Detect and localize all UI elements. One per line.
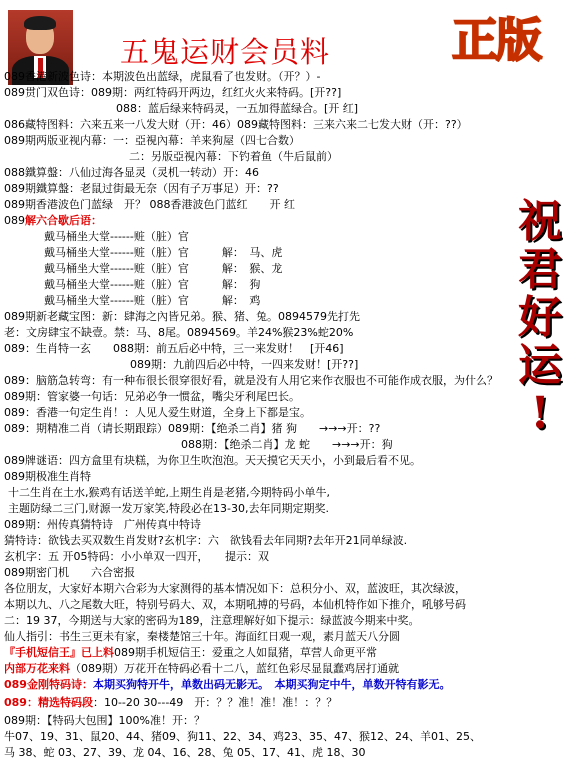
vertical-slogan [510, 198, 570, 438]
text-line [8, 502, 329, 515]
text-line [4, 166, 259, 179]
text-segment: 089：香港一句定生肖！：人见人爱生财道，全身上下都是宝。 [4, 406, 311, 419]
text-line [44, 246, 282, 259]
text-line [4, 582, 466, 595]
text-segment: 089期香港波色门蓝绿 开？ 088香港波色门蓝红 开 红 [4, 198, 295, 211]
text-line [4, 134, 300, 147]
text-segment: 089 [4, 214, 25, 227]
text-segment: 089期：九前四后必中特，一四来发财！[开??] [130, 358, 359, 371]
text-segment: 089：期精准二肖（请长期跟踪）089期：【绝杀二肖】猪 狗 →→→开：?? [4, 422, 381, 435]
text-line [116, 102, 358, 115]
text-line [4, 696, 337, 709]
text-line [44, 262, 282, 275]
text-segment: 088：蓝后绿来特码灵，一五加得蓝绿合。[开 红] [116, 102, 359, 115]
text-segment: 内部万花来料 [4, 662, 70, 675]
text-line [4, 534, 407, 547]
text-line [4, 374, 498, 387]
genuine-badge: 正版 [452, 13, 540, 67]
text-segment: 089期：管家婆一句话：兄弟必争一惯盆，嘴尖牙利尾巴长。 [4, 390, 300, 403]
text-line [4, 422, 380, 435]
text-segment: 二：19 37，今期送与大家的密码为189，注意理解好如下提示：绿蓝波今期来中奖。 [4, 614, 420, 627]
text-line [4, 730, 481, 743]
text-segment: 十二生肖在土水,猴鸡有话送羊蛇,上期生肖是老猪,今期特码小单牛, [8, 486, 330, 499]
text-segment: 解六合歇后语： [25, 214, 102, 227]
text-segment: 089：生肖特一玄 088期：前五后必中特，三一来发财！ [开46] [4, 342, 344, 355]
text-segment: 089期两版亚视内幕：一：亞視內幕：羊来狗屋（四七合数） [4, 134, 300, 147]
text-segment: 猜特诗：欲钱去买双数生肖发财?玄机字：六 欲钱看去年同期?去年开21同单绿波. [4, 534, 408, 547]
text-segment: 089香港新波色诗：本期波色出蓝绿，虎鼠看了也发财。（开？）- [4, 70, 321, 83]
text-segment: 本期买狗特开牛，单数出码无影无。 本期买狗定中牛，单数开特有影无。 [92, 678, 451, 691]
text-line [4, 214, 102, 227]
text-segment: 089金刚特码诗： [4, 678, 93, 691]
text-line [4, 470, 91, 483]
text-line [4, 390, 300, 403]
text-segment: 089贯门双色诗：089期：两红特码开两边，红红火火来特码。[开??] [4, 86, 342, 99]
text-line [4, 406, 311, 419]
text-segment: 本期以九、八之尾数大旺，特别号码大、双，本期吼搏的号码，本仙机特作如下推介，吼够号码 [4, 598, 466, 611]
slogan-char: 好 [518, 292, 562, 343]
slogan-char: 运 [518, 340, 562, 391]
text-line [4, 326, 353, 339]
text-segment: 主题防绿二三门,财源一发万家笑,特段必在13-30,去年同期定期奖. [8, 502, 329, 515]
text-line [4, 566, 135, 579]
text-line [4, 182, 279, 195]
text-line [4, 614, 419, 627]
text-segment: 二：另版亞視內幕：下钓着鱼（牛后鼠前） [129, 150, 338, 163]
text-line [4, 746, 365, 759]
text-line [44, 294, 260, 307]
text-segment: 马 38、蛇 03、27、39、龙 04、16、28、兔 05、17、41、虎 18、30 [4, 746, 366, 759]
text-line [4, 454, 421, 467]
text-segment: 089：精选特码段 [4, 696, 93, 709]
text-segment: 088鐵算盤：八仙过海各显灵（灵机一转动）开：46 [4, 166, 259, 179]
text-segment: 089期极准生肖特 [4, 470, 91, 483]
text-segment: 玄机字：五 开05特码：小小单双一四开， 提示：双 [4, 550, 269, 563]
text-line [4, 342, 344, 355]
text-segment: 戴马桶坐大堂------赃（脏）官 解： 猴、龙 [44, 262, 283, 275]
text-segment: 各位朋友，大家好本期六合彩为大家测得的基本情况如下：总积分小、双，蓝波旺，其次绿波， [4, 582, 466, 595]
text-line [4, 630, 400, 643]
text-segment: 089期手机短信王：爱重之人如鼠猪，草营人命更平常 [114, 646, 377, 659]
text-line [4, 598, 466, 611]
text-line [130, 358, 358, 371]
text-line [4, 70, 320, 83]
text-line [129, 150, 338, 163]
text-line [4, 550, 269, 563]
text-line [4, 662, 399, 675]
text-line [44, 278, 260, 291]
text-segment: 戴马桶坐大堂------赃（脏）官 解： 鸡 [44, 294, 261, 307]
text-segment: 戴马桶坐大堂------赃（脏）官 解： 马、虎 [44, 246, 283, 259]
text-line [181, 438, 393, 451]
text-line [4, 678, 450, 691]
text-segment: （089期）万花开在特码必看十二八，蓝红色彩尽显鼠蠢鸡居打通就 [70, 662, 399, 675]
text-line [4, 118, 468, 131]
text-line [44, 230, 189, 243]
text-segment: 089期新老藏宝图：新：肆海之內皆兄弟。猴、猪、兔。0894579先打先 [4, 310, 360, 323]
text-line [8, 486, 330, 499]
text-segment: 戴马桶坐大堂------赃（脏）官 [44, 230, 189, 243]
text-line [4, 518, 201, 531]
text-segment: 老：文房肆宝不缺壹。禁：马、8尾。0894569。羊24%猴23%蛇20% [4, 326, 354, 339]
text-line [4, 198, 295, 211]
text-segment: 仙人指引：书生三更未有家，秦楼楚馆三十年。海面红日观一观，素月蓝天八分圆 [4, 630, 400, 643]
text-segment: ：10--20 30---49 开：？？准！准！准！：？？ [92, 696, 338, 709]
text-segment: 089期鐵算盤：老鼠过街最无奈（因有子万事足）开：?? [4, 182, 279, 195]
text-segment: 牛07、19、31、鼠20、44、猪09、狗11、22、34、鸡23、35、47、猴12、24、羊01、25、 [4, 730, 481, 743]
text-segment: 089：脑筋急转弯：有一种布很长很穿很好看，就是没有人用它来作衣服也不可能作成衣服，为什么？ [4, 374, 498, 387]
text-segment: 089牌谜语：四方盒里有块糕，为你卫生吹泡泡。天天摸它天天小，小到最后看不见。 [4, 454, 421, 467]
text-line [4, 714, 205, 727]
slogan-char: 祝 [518, 196, 562, 247]
text-segment: 088期：【绝杀二肖】龙 蛇 →→→开：狗 [181, 438, 393, 451]
text-line [4, 646, 377, 659]
text-segment: 089期：【特码大包围】100%准！开：？ [4, 714, 205, 727]
text-segment: 089期：州传真猜特诗 广州传真中特诗 [4, 518, 201, 531]
text-segment: 086藏特图料：六来五来一八发大财（开：46）089藏特图料：三来六来二七发大财（开：??） [4, 118, 468, 131]
slogan-char: ! [530, 388, 550, 439]
photo-hair [24, 16, 56, 30]
text-line [4, 310, 360, 323]
text-line [4, 86, 341, 99]
slogan-char: 君 [518, 244, 562, 295]
page-title: 五鬼运财会员料 [120, 35, 331, 69]
text-segment: 089期密门机 六合密报 [4, 566, 135, 579]
text-segment: 戴马桶坐大堂------赃（脏）官 解： 狗 [44, 278, 261, 291]
text-segment: 『手机短信王』已上料 [4, 646, 114, 659]
